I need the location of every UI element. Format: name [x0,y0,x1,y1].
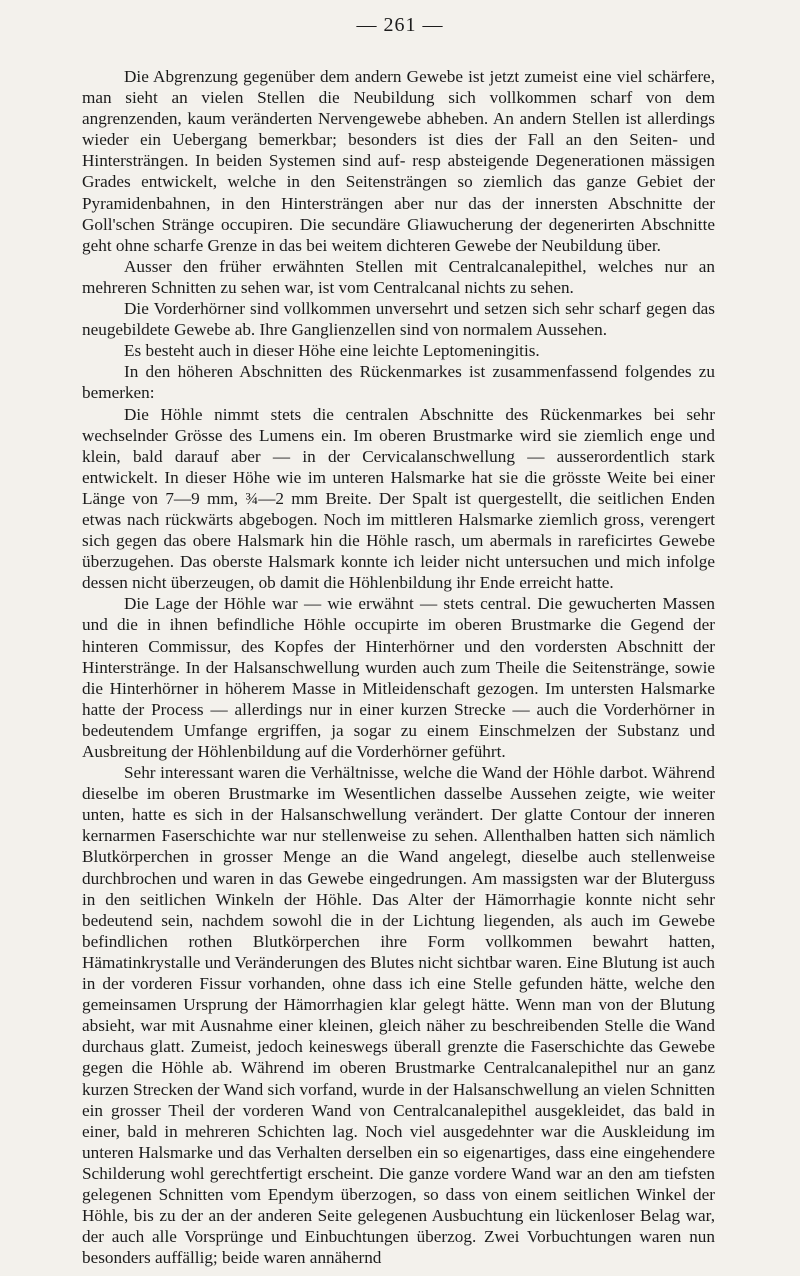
paragraph: Es besteht auch in dieser Höhe eine leichte Leptomeningitis. [124,341,540,361]
paragraph: Sehr interessant waren die Verhältnisse, welche die Wand der Höhle darbot. Während dieselbe im oberen Brustmarke im Wesentlichen dasselbe Aussehen zeigte, wie weiter unten, hatte es sich in der Halsanschwellung verändert. Der glatte Contour der inneren kernarmen Faserschichte war nur stellenweise zu sehen. Allenthalben hatten sich nämlich Blutkörperchen in grosser Menge an die Wand angelegt, dieselbe auch stellenweise durchbrochen und waren in das Gewebe eingedrungen. Am massigsten war der Bluterguss in den seitlichen Winkeln der Höhle. Das Alter der Hämorrhagie konnte nicht sehr bedeutend sein, nachdem sowohl die in der Lichtung liegenden, als auch im Gewebe befindlichen rothen Blutkörperchen ihre Form vollkommen bewahrt hatten, Hämatinkrystalle und Veränderungen des Blutes nicht sichtbar waren. Eine Blutung ist auch in der vorderen Fissur vorhanden, ohne dass ich eine Stelle gefunden hätte, welche den gemeinsamen Ursprung der Hämorrhagien klar gelegt hätte. Wenn man von der Blutung absieht, war mit Ausnahme einer kleinen, gleich näher zu beschreibenden Stelle die Wand durchaus glatt. Zumeist, jedoch keineswegs überall grenzte die Faserschichte das Gewebe gegen die Höhle ab. Während im oberen Brustmarke Centralcanalepithel nur an ganz kurzen Strecken der Wand sich vorfand, wurde in der Halsanschwellung an vielen Schnitten ein grosser Theil der vorderen Wand von Centralcanalepithel ausgekleidet, das bald in einer, bald in mehreren Schichten lag. Noch viel ausgedehnter war die Auskleidung im unteren Halsmarke und das Verhalten derselben ein so eigenartiges, dass eine eingehendere Schilderung wohl gerechtfertigt erscheint. Die ganze vordere Wand war an den am tiefsten gelegenen Schnitten vom Ependym überzogen, so dass von einem seitlichen Winkel der Höhle, bis zu der an der anderen Seite gelegenen Ausbuchtung ein lückenloser Belag war, der auch alle Vorsprünge und Einbuchtungen überzog. Zwei Vorbuchtungen waren nun besonders auffällig; beide waren annähernd [82,763,715,1268]
paragraph: Die Lage der Höhle war — wie erwähnt — stets central. Die gewucherten Massen und die in ihnen befindliche Höhle occupirte im oberen Brustmarke die Gegend der hinteren Commissur, des Kopfes der Hinterhörner und den vordersten Abschnitt der Hinterstränge. In der Halsanschwellung wurden auch zum Theile die Seitenstränge, sowie die Hinterhörner in höherem Masse in Mitleidenschaft gezogen. Im untersten Halsmarke hatte der Process — allerdings nur in einer kurzen Strecke — auch die Vorderhörner in bedeutendem Umfange ergriffen, ja sogar zu einem Einschmelzen der Substanz und Ausbreitung der Höhlenbildung auf die Vorderhörner geführt. [82,594,715,761]
paragraph: Ausser den früher erwähnten Stellen mit Centralcanalepithel, welches nur an mehreren Schnitten zu sehen war, ist vom Centralcanal nichts zu sehen. [82,256,715,297]
paragraph: Die Höhle nimmt stets die centralen Abschnitte des Rückenmarkes bei sehr wechselnder Grösse des Lumens ein. Im oberen Brustmarke wird sie ziemlich enge und klein, bald darauf aber — in der Cervicalanschwellung — ausserordentlich stark entwickelt. In dieser Höhe wie im unteren Halsmarke hat sie die grösste Weite bei einer Länge von 7—9 mm, ¾—2 mm Breite. Der Spalt ist quergestellt, die seitlichen Enden etwas nach rückwärts abgebogen. Noch im mittleren Halsmarke ziemlich gross, verengert sich gegen das obere Halsmark hin die Höhle rasch, um abermals in rareficirtes Gewebe überzugehen. Das oberste Halsmark konnte ich leider nicht untersuchen und mich infolge dessen nicht überzeugen, ob damit die Höhlenbildung ihr Ende erreicht hatte. [82,404,715,593]
page-number: — 261 — [356,14,444,36]
paragraph: Die Vorderhörner sind vollkommen unversehrt und setzen sich sehr scharf gegen das neugebildete Gewebe ab. Ihre Ganglienzellen sind von normalem Aussehen. [82,299,715,340]
body-text [82,66,715,1268]
paragraph: In den höheren Abschnitten des Rückenmarkes ist zusammenfassend folgendes zu bemerken: [82,362,715,403]
paragraph: Die Abgrenzung gegenüber dem andern Gewebe ist jetzt zumeist eine viel schärfere, man sieht an vielen Stellen die Neubildung sich vollkommen scharf von dem angrenzenden, kaum veränderten Nervengewebe abheben. An andern Stellen ist allerdings wieder ein Uebergang bemerkbar; besonders ist dies der Fall an den Seiten- und Hintersträngen. In beiden Systemen sind auf- resp absteigende Degenerationen mässigen Grades entwickelt, welche in den Seitensträngen so ziemlich das ganze Gebiet der Pyramidenbahnen, in den Hintersträngen aber nur das der innersten Abschnitte der Goll'schen Stränge occupiren. Die secundäre Gliawucherung der degenerirten Abschnitte geht ohne scharfe Grenze in das bei weitem dichteren Gewebe der Neubildung über. [82,67,715,255]
